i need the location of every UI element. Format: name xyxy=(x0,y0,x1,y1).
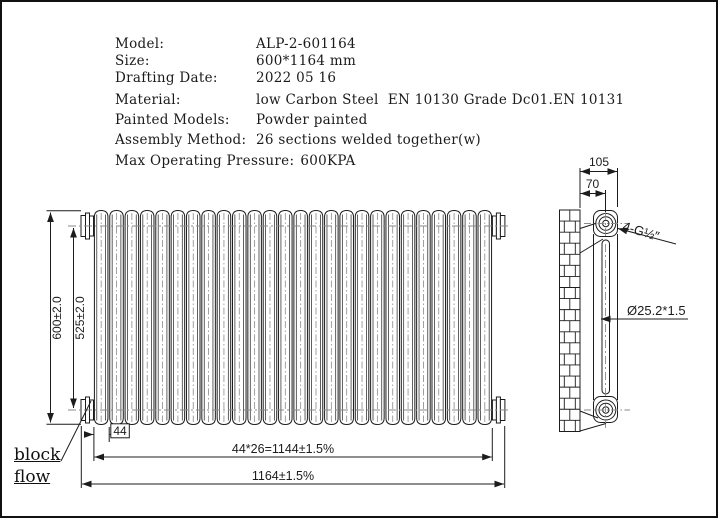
radiator-section xyxy=(202,211,216,425)
bottom-tapping xyxy=(584,400,630,420)
radiator-section xyxy=(309,211,323,425)
block-flow-line2: flow xyxy=(14,467,51,487)
block-flow-line1: block xyxy=(14,445,61,465)
radiator-section xyxy=(233,211,247,425)
spec-value: 26 sections welded together(w) xyxy=(256,132,481,148)
radiator-section xyxy=(340,211,354,425)
spec-value: 600*1164 mm xyxy=(256,53,357,69)
brick-hatch xyxy=(560,210,581,431)
spec-label: Size: xyxy=(115,53,150,69)
radiator-section xyxy=(355,211,369,425)
spec-label: Drafting Date: xyxy=(115,70,218,86)
radiator-section xyxy=(432,211,446,425)
side-view xyxy=(560,155,689,432)
end-cap-step xyxy=(496,213,500,239)
spec-value: 600KPA xyxy=(300,153,356,169)
radiator-section xyxy=(125,211,139,425)
spec-value: ALP-2-601164 xyxy=(256,36,356,52)
spec-label: Model: xyxy=(115,36,165,52)
radiator-section xyxy=(217,211,231,425)
spec-value: low Carbon Steel EN 10130 Grade Dc01.EN 10131 xyxy=(256,92,625,108)
dim-thread: 4-G½″ xyxy=(621,218,662,244)
radiator-section xyxy=(279,211,293,425)
radiator-section xyxy=(263,211,277,425)
spec-label: Assembly Method: xyxy=(115,132,247,148)
spec-label: Painted Models: xyxy=(115,112,230,128)
end-cap-step xyxy=(496,397,500,423)
spec-value: Powder painted xyxy=(256,112,368,128)
radiator-section xyxy=(294,211,308,425)
radiator-section xyxy=(401,211,415,425)
radiator-section xyxy=(171,211,185,425)
radiator-section xyxy=(447,211,461,425)
radiator-section xyxy=(371,211,385,425)
spec-value: 2022 05 16 xyxy=(256,70,337,86)
dim-height-overall: 600±2.0 xyxy=(50,296,64,340)
dim-width-overall: 1164±1.5% xyxy=(251,469,315,483)
dim-depth-center: 70 xyxy=(585,177,600,191)
spec-label: Material: xyxy=(115,92,181,108)
dim-height-centers: 525±2.0 xyxy=(73,296,87,340)
radiator-section xyxy=(417,211,431,425)
dim-tube: Ø25.2*1.5 xyxy=(627,303,686,318)
radiator-section xyxy=(463,211,477,425)
radiator-section xyxy=(94,211,108,425)
dim-sections-total: 44*26=1144±1.5% xyxy=(231,442,335,456)
dim-section-width: 44 xyxy=(113,423,127,438)
radiator-section xyxy=(478,211,492,425)
radiator-section xyxy=(186,211,200,425)
radiator-sections xyxy=(94,211,491,425)
front-view xyxy=(47,211,509,489)
radiator-section xyxy=(325,211,339,425)
radiator-section xyxy=(386,211,400,425)
dim-depth-overall: 105 xyxy=(588,155,610,169)
radiator-section xyxy=(140,211,154,425)
spec-label: Max Operating Pressure: xyxy=(115,153,295,169)
radiator-section xyxy=(110,211,124,425)
radiator-section xyxy=(156,211,170,425)
radiator-section xyxy=(248,211,262,425)
